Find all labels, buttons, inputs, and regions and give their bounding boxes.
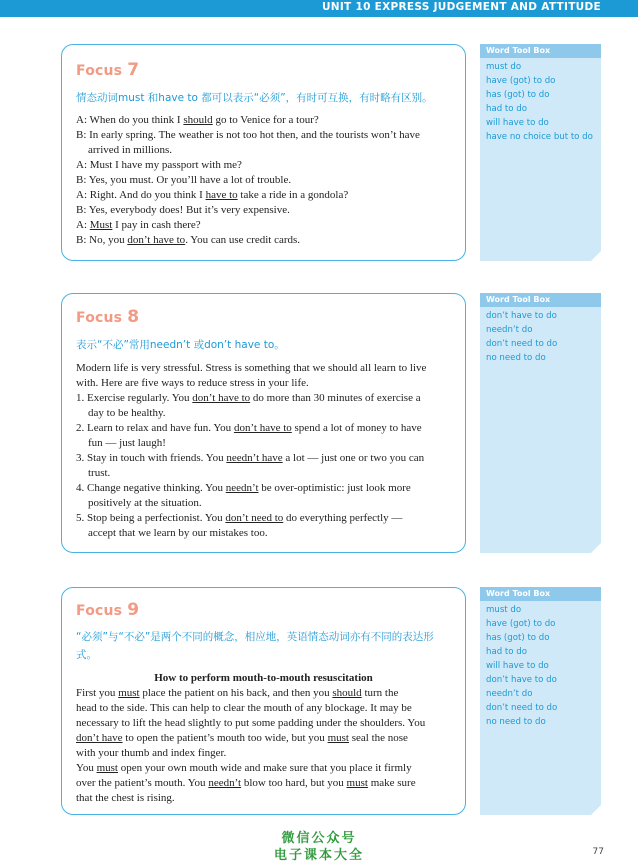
passage-line: don’t have to open the patient’s mouth too wide, but you must seal the nose <box>76 732 408 744</box>
word-item: needn’t do <box>486 325 533 335</box>
dialogue-line: A: Must I pay in cash there? <box>76 219 201 231</box>
passage-line: accept that we learn by our mistakes too. <box>88 527 268 539</box>
passage-line: 5. Stop being a perfectionist. You don’t need to do everything perfectly — <box>76 512 403 524</box>
dialogue-line: A: When do you think I should go to Venice for a tour? <box>76 114 319 126</box>
passage-line: necessary to lift the head slightly to put some padding under the shoulders. You <box>76 717 426 729</box>
word-item: have no choice but to do <box>486 132 593 142</box>
passage-line: with. Here are five ways to reduce stress in your life. <box>76 377 309 389</box>
word-item: don’t have to do <box>486 311 557 321</box>
focus-8-passage <box>76 361 451 541</box>
dialogue-line: A: Must I have my passport with me? <box>76 159 242 171</box>
word-tool-box-3 <box>480 587 601 815</box>
folded-corner <box>591 543 601 553</box>
passage-line: head to the side. This can help to clear the mouth of any blockage. It may be <box>76 702 412 714</box>
word-item: will have to do <box>486 118 549 128</box>
word-item: will have to do <box>486 661 549 671</box>
focus-9-instruction: “必须”与“不必”是两个不同的概念，相应地，英语情态动词亦有不同的表达形式。 <box>76 631 434 661</box>
word-item: have (got) to do <box>486 619 556 629</box>
passage-line: 1. Exercise regularly. You don’t have to do more than 30 minutes of exercise a <box>76 392 421 404</box>
unit-header-bar <box>0 0 638 17</box>
dialogue-line: A: Right. And do you think I have to take a ride in a gondola? <box>76 189 349 201</box>
focus-9-passage <box>76 671 451 806</box>
dialogue-line: B: No, you don’t have to. You can use credit cards. <box>76 234 301 246</box>
passage-line: 3. Stay in touch with friends. You needn’t have a lot — just one or two you can <box>76 452 425 464</box>
word-item: must do <box>486 605 522 615</box>
focus-9-card <box>61 587 466 815</box>
word-tool-box-list <box>480 601 601 729</box>
word-tool-box-list <box>480 307 601 365</box>
word-tool-box-title: Word Tool Box <box>480 293 601 307</box>
passage-line: that the chest is rising. <box>76 792 175 804</box>
passage-line: Modern life is very stressful. Stress is something that we should all learn to live <box>76 362 427 374</box>
word-item: has (got) to do <box>486 90 550 100</box>
focus-8-card <box>61 293 466 553</box>
passage-line: 4. Change negative thinking. You needn’t be over-optimistic: just look more <box>76 482 411 494</box>
word-item: don’t need to do <box>486 339 558 349</box>
passage-line: 2. Learn to relax and have fun. You don’t have to spend a lot of money to have <box>76 422 422 434</box>
focus-8-title: Focus 8 <box>76 307 140 327</box>
word-tool-box-title: Word Tool Box <box>480 587 601 601</box>
focus-9-title: Focus 9 <box>76 600 140 620</box>
word-tool-box-list <box>480 58 601 144</box>
passage-line: First you must place the patient on his back, and then you should turn the <box>76 687 399 699</box>
focus-7-instruction: 情态动词must 和have to 都可以表示“必须”，有时可互换，有时略有区别。 <box>76 92 433 104</box>
word-item: had to do <box>486 104 527 114</box>
passage-line: over the patient’s mouth. You needn’t blow too hard, but you must make sure <box>76 777 416 789</box>
watermark-line-2: 电子课本大全 <box>273 848 364 863</box>
word-item: needn’t do <box>486 689 533 699</box>
word-item: no need to do <box>486 353 546 363</box>
passage-line: with your thumb and index finger. <box>76 747 227 759</box>
folded-corner <box>591 805 601 815</box>
folded-corner <box>591 251 601 261</box>
word-item: don’t have to do <box>486 675 557 685</box>
focus-7-card <box>61 44 466 261</box>
passage-line: day to be healthy. <box>88 407 166 419</box>
passage-line: positively at the situation. <box>88 497 202 509</box>
dialogue-line: B: Yes, everybody does! But it’s very expensive. <box>76 204 290 216</box>
focus-8-instruction: 表示“不必”常用needn’t 或don’t have to。 <box>76 339 285 351</box>
word-item: have (got) to do <box>486 76 556 86</box>
unit-title: UNIT 10 EXPRESS JUDGEMENT AND ATTITUDE <box>321 1 601 13</box>
word-item: has (got) to do <box>486 633 550 643</box>
word-tool-box-title: Word Tool Box <box>480 44 601 58</box>
word-item: no need to do <box>486 717 546 727</box>
watermark-line-1: 微信公众号 <box>281 831 357 846</box>
focus-7-dialogue <box>76 113 451 248</box>
dialogue-line: B: Yes, you must. Or you’ll have a lot of trouble. <box>76 174 292 186</box>
word-item: had to do <box>486 647 527 657</box>
dialogue-line: arrived in millions. <box>88 144 173 156</box>
word-item: must do <box>486 62 522 72</box>
passage-line: fun — just laugh! <box>88 437 166 449</box>
word-tool-box-2 <box>480 293 601 553</box>
page-number: 77 <box>592 847 604 857</box>
focus-7-title: Focus 7 <box>76 60 140 80</box>
passage-line: trust. <box>88 467 111 479</box>
word-item: don’t need to do <box>486 703 558 713</box>
article-title: How to perform mouth-to-mouth resuscitation <box>154 672 373 684</box>
word-tool-box-1 <box>480 44 601 261</box>
passage-line: You must open your own mouth wide and make sure that you place it firmly <box>76 762 412 774</box>
dialogue-line: B: In early spring. The weather is not too hot then, and the tourists won’t have <box>76 129 420 141</box>
